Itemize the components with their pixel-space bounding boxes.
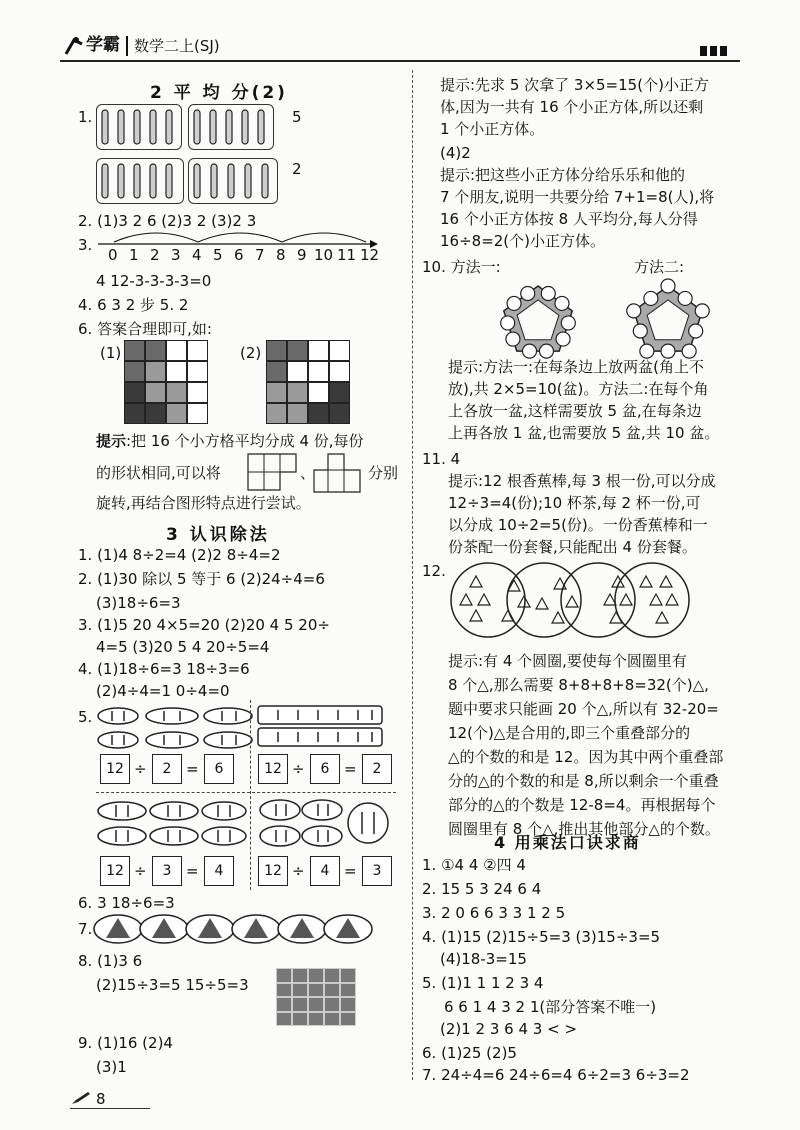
grid-cell: [287, 340, 308, 361]
flowerpot-circle: [506, 332, 520, 346]
flowerpot-circle: [661, 279, 675, 293]
grid-cell: [145, 403, 166, 424]
quotient-box: 6: [204, 754, 234, 784]
flowerpot-circle: [661, 344, 675, 358]
grid-cell: [266, 403, 287, 424]
stick: [134, 164, 140, 198]
hint-line: 题中要求只能画 20 个△,所以有 32-20=: [448, 700, 719, 718]
hint-line: 上再各放 1 盆,也需要放 5 盆,共 10 盆。: [448, 424, 720, 442]
section-title-4: 4 用乘法口诀求商: [494, 833, 641, 852]
grid-cell: [166, 361, 187, 382]
q10-method2: 方法二:: [634, 258, 685, 276]
stick: [150, 164, 156, 198]
equals-sign: =: [344, 760, 357, 778]
divisor-box: 3: [152, 856, 182, 886]
flowerpot-circle: [678, 291, 692, 305]
grid-cell: [266, 382, 287, 403]
q6-shape-b: [312, 452, 362, 496]
tick-label: 10: [314, 246, 334, 264]
hint-line: 16 个小正方体按 8 人平均分,每人分得: [440, 210, 698, 228]
s3-q2: 2. (1)30 除以 5 等于 6 (2)24÷4=6: [78, 570, 325, 588]
hint-line: 8 个△,那么需要 8+8+8+8=32(个)△,: [448, 676, 709, 694]
hint-line: 部分的△的个数是 12-8=4。再根据每个: [448, 796, 716, 814]
q1-answer-b: 2: [292, 160, 302, 178]
grid-cell: [324, 1012, 340, 1027]
triangle: [566, 596, 578, 607]
stick: [166, 110, 172, 144]
grid-cell: [308, 983, 324, 998]
triangle: [470, 576, 482, 587]
divisor-box: 4: [310, 856, 340, 886]
stick: [228, 164, 234, 198]
grid-cell: [340, 968, 356, 983]
grid-cell: [124, 361, 145, 382]
tick-label: 1: [129, 246, 139, 264]
grid-cell: [145, 361, 166, 382]
triangle: [460, 594, 472, 605]
section-title-3: 3 认识除法: [166, 525, 270, 545]
s3-q9b: (3)1: [96, 1058, 127, 1076]
flowerpot-circle: [539, 344, 553, 358]
q6-hint-line2b: 分别: [368, 464, 399, 482]
section-title-2: 2 平 均 分(2): [150, 83, 288, 103]
grid-cell: [187, 361, 208, 382]
q3-tick-labels: [108, 246, 388, 264]
q5-divider-h: [96, 792, 396, 793]
grid-cell: [166, 382, 187, 403]
flowerpot-circle: [561, 316, 575, 330]
hint-line: 分的△的个数的和是 8,所以剩余一个重叠: [448, 772, 719, 790]
stick: [226, 110, 232, 144]
q2-answer: 2. (1)3 2 6 (2)3 2 (3)2 3: [78, 212, 257, 230]
q6-prompt: 6. 答案合理即可,如:: [78, 320, 212, 338]
s3-q6: 6. 3 18÷6=3: [78, 894, 175, 912]
grid-cell: [308, 1012, 324, 1027]
hint-line: 12(个)△是合用的,即三个重叠部分的: [448, 724, 691, 742]
q6-grid-1: [124, 340, 208, 424]
dividend-box: 12: [100, 856, 130, 886]
page-header: [60, 30, 740, 62]
hint-line: 提示:有 4 个圆圈,要使每个圆圈里有: [448, 652, 687, 670]
hint-line: 16÷8=2(个)小正方体。: [440, 232, 606, 250]
grid-cell: [324, 997, 340, 1012]
s4-q4b: (4)18-3=15: [440, 950, 527, 968]
grid-cell: [287, 382, 308, 403]
division-equation-3: [100, 856, 250, 888]
divide-sign: ÷: [134, 760, 147, 778]
s3-q4: 4. (1)18÷6=3 18÷3=6: [78, 660, 250, 678]
q5-divider-v: [250, 700, 251, 890]
divisor-box: 6: [310, 754, 340, 784]
quotient-box: 4: [204, 856, 234, 886]
triangle: [604, 594, 616, 605]
triangle: [620, 594, 632, 605]
triangle: [656, 612, 668, 623]
grid-cell: [287, 403, 308, 424]
q12-number: 12.: [422, 562, 446, 580]
grid-cell: [324, 968, 340, 983]
hint-line: 7 个朋友,说明一共要分给 7+1=8(人),将: [440, 188, 715, 206]
quotient-box: 3: [362, 856, 392, 886]
grid-cell: [166, 340, 187, 361]
q3-equation: 4 12-3-3-3-3=0: [96, 272, 212, 290]
flowerpot-circle: [644, 291, 658, 305]
flowerpot-circle: [555, 296, 569, 310]
q10-method1: 10. 方法一:: [422, 258, 501, 276]
brand-logo-icon: [62, 34, 84, 58]
hint-line: 提示:把这些小正方体分给乐乐和他的: [440, 166, 686, 184]
stick: [102, 110, 108, 144]
brand-name: 学霸: [86, 35, 120, 55]
triangle: [536, 598, 548, 609]
hint-label: 提示: [96, 432, 127, 450]
s3-q4b: (2)4÷4=1 0÷4=0: [96, 682, 230, 700]
header-marks: [700, 46, 732, 56]
grid-cell: [329, 382, 350, 403]
q6-hint-line2: 的形状相同,可以将: [96, 464, 221, 482]
flowerpot-circle: [521, 286, 535, 300]
grid-cell: [276, 968, 292, 983]
stick: [134, 110, 140, 144]
grid-cell: [308, 382, 329, 403]
q5-groups-3: [96, 800, 246, 850]
dividend-box: 12: [258, 856, 288, 886]
quotient-box: 2: [362, 754, 392, 784]
divisor-box: 2: [152, 754, 182, 784]
q1-sticks: [96, 104, 296, 214]
division-equation-4: [258, 856, 408, 888]
grid-cell: [340, 1012, 356, 1027]
triangle: [478, 594, 490, 605]
grid-cell: [340, 983, 356, 998]
s4-q3: 3. 2 0 6 6 3 3 1 2 5: [422, 904, 566, 922]
hint-line: 份茶配一份套餐,只能配出 4 份套餐。: [448, 538, 697, 556]
tick-label: 8: [276, 246, 286, 264]
q6-grid-2: [266, 340, 350, 424]
grid-cell: [329, 361, 350, 382]
stick: [118, 110, 124, 144]
grid-cell: [276, 1012, 292, 1027]
q10-pentagon-1: [490, 276, 586, 366]
flowerpot-circle: [689, 324, 703, 338]
q5-groups-2: [96, 706, 256, 752]
header-divider: [126, 36, 128, 56]
s3-q3: 3. (1)5 20 4×5=20 (2)20 4 5 20÷: [78, 616, 330, 634]
flowerpot-circle: [523, 344, 537, 358]
q10-pentagon-2: [620, 276, 716, 366]
hint-line: 提示:12 根香蕉棒,每 3 根一份,可以分成: [448, 472, 716, 490]
hint-line: 以分成 10÷2=5(份)。一份香蕉棒和一: [448, 516, 708, 534]
q12-overlapping-circles: [448, 560, 678, 644]
stick: [194, 164, 200, 198]
s3-q3b: 4=5 (3)20 5 4 20÷5=4: [96, 638, 270, 656]
stick: [211, 164, 217, 198]
flowerpot-circle: [695, 304, 709, 318]
page-number: 8: [96, 1090, 106, 1108]
right-column: [422, 74, 730, 1084]
flowerpot-circle: [640, 344, 654, 358]
grid-cell: [266, 340, 287, 361]
flowerpot-circle: [682, 344, 696, 358]
s4-q5c: (2)1 2 3 6 4 3 < >: [440, 1020, 578, 1038]
stick: [150, 110, 156, 144]
hint-line: 体,因为一共有 16 个小正方体,所以还剩: [440, 98, 704, 116]
q5-groups-6: [258, 704, 388, 750]
equals-sign: =: [186, 760, 199, 778]
grid-cell: [329, 340, 350, 361]
q6-hint-line3: 旋转,再结合图形特点进行尝试。: [96, 494, 311, 512]
q7-triangle-groups: [96, 912, 386, 946]
tick-label: 7: [255, 246, 265, 264]
dividend-box: 12: [100, 754, 130, 784]
grid-cell: [308, 403, 329, 424]
tick-label: 0: [108, 246, 118, 264]
grid-cell: [145, 340, 166, 361]
stick: [194, 110, 200, 144]
dividend-box: 12: [258, 754, 288, 784]
grid-cell: [340, 997, 356, 1012]
s4-q5b: 6 6 1 4 3 2 1(部分答案不唯一): [444, 998, 657, 1016]
s3-q5-number: 5.: [78, 708, 93, 726]
grid-cell: [266, 361, 287, 382]
s4-q1: 1. ①4 4 ②四 4: [422, 856, 526, 874]
triangle: [666, 594, 678, 605]
hint-line: 提示:先求 5 次拿了 3×5=15(个)小正方: [440, 76, 709, 94]
grid-cell: [292, 968, 308, 983]
grid-cell: [187, 403, 208, 424]
hint-line: 1 个小正方体。: [440, 120, 545, 138]
subject-label: 数学二上(SJ): [134, 37, 220, 55]
q5-groups-4: [256, 798, 392, 854]
grid-cell: [124, 340, 145, 361]
stick: [102, 164, 108, 198]
footer-rule: [70, 1108, 150, 1109]
triangle: [640, 576, 652, 587]
s3-q7-number: 7.: [78, 920, 93, 938]
tick-label: 9: [297, 246, 307, 264]
grid-cell: [287, 361, 308, 382]
s4-q7: 7. 24÷4=6 24÷6=4 6÷2=3 6÷3=2: [422, 1066, 690, 1084]
hint-line: 提示:方法一:在每条边上放两盆(角上不: [448, 358, 704, 376]
grid-cell: [308, 968, 324, 983]
flowerpot-circle: [627, 304, 641, 318]
header-rule: [60, 60, 740, 62]
grid-cell: [324, 983, 340, 998]
q6-hint-line1: :把 16 个小方格平均分成 4 份,每份: [126, 432, 364, 450]
s4-q2: 2. 15 5 3 24 6 4: [422, 880, 542, 898]
q6-label-2: (2): [240, 344, 262, 362]
grid-cell: [308, 340, 329, 361]
s4-q6: 6. (1)25 (2)5: [422, 1044, 517, 1062]
hint-line: 放),共 2×5=10(盆)。方法二:在每个角: [448, 380, 709, 398]
s3-q1: 1. (1)4 8÷2=4 (2)2 8÷4=2: [78, 546, 281, 564]
tick-label: 5: [213, 246, 223, 264]
flowerpot-circle: [633, 324, 647, 338]
hint-line: 12÷3=4(份);10 杯茶,每 2 杯一份,可: [448, 494, 701, 512]
grid-cell: [292, 997, 308, 1012]
divide-sign: ÷: [292, 862, 305, 880]
q8-grid: [276, 968, 356, 1026]
grid-cell: [187, 382, 208, 403]
tick-label: 2: [150, 246, 160, 264]
triangle: [470, 610, 482, 621]
triangle: [660, 576, 672, 587]
column-divider: [412, 70, 413, 1080]
grid-cell: [276, 983, 292, 998]
grid-cell: [145, 382, 166, 403]
stick: [166, 164, 172, 198]
q6-label-1: (1): [100, 344, 122, 362]
s3-q8b: (2)15÷3=5 15÷5=3: [96, 976, 249, 994]
tick-label: 12: [360, 246, 380, 264]
q6-shape-a: [246, 452, 306, 492]
grid-cell: [308, 361, 329, 382]
hint-line: 圆圈里有 8 个△,推出其他部分△的个数。: [448, 820, 720, 838]
equals-sign: =: [344, 862, 357, 880]
hint-line: 上各放一盆,这样需要放 5 盆,在每条边: [448, 402, 702, 420]
hint-line: △的个数的和是 12。因为其中两个重叠部: [448, 748, 724, 766]
q1-answer-a: 5: [292, 108, 302, 126]
triangle: [552, 612, 564, 623]
stick: [245, 164, 251, 198]
grid-cell: [308, 997, 324, 1012]
grid-cell: [124, 403, 145, 424]
tick-label: 6: [234, 246, 244, 264]
divide-sign: ÷: [292, 760, 305, 778]
hint-separator: 、: [300, 464, 316, 482]
s4-q5: 5. (1)1 1 1 2 3 4: [422, 974, 544, 992]
q11-answer: 11. 4: [422, 450, 461, 468]
stick: [262, 164, 268, 198]
stick: [118, 164, 124, 198]
equals-sign: =: [186, 862, 199, 880]
grid-cell: [166, 403, 187, 424]
grid-cell: [329, 403, 350, 424]
s4-q4: 4. (1)15 (2)15÷5=3 (3)15÷3=5: [422, 928, 661, 946]
divide-sign: ÷: [134, 862, 147, 880]
stick: [210, 110, 216, 144]
q1-number: 1.: [78, 108, 93, 126]
flowerpot-circle: [556, 332, 570, 346]
tick-label: 4: [192, 246, 202, 264]
s3-q2b: (3)18÷6=3: [96, 594, 181, 612]
tick-label: 11: [337, 246, 357, 264]
stick: [242, 110, 248, 144]
triangle: [650, 594, 662, 605]
q3-number: 3.: [78, 236, 93, 254]
s3-q9: 9. (1)16 (2)4: [78, 1034, 173, 1052]
grid-cell: [276, 997, 292, 1012]
s3-q8: 8. (1)3 6: [78, 952, 143, 970]
flowerpot-circle: [501, 316, 515, 330]
division-equation-1: [100, 754, 250, 786]
grid-cell: [187, 340, 208, 361]
flowerpot-circle: [507, 296, 521, 310]
tick-label: 3: [171, 246, 181, 264]
grid-cell: [124, 382, 145, 403]
division-equation-2: [258, 754, 408, 786]
flowerpot-circle: [541, 286, 555, 300]
stick: [258, 110, 264, 144]
pencil-icon: [70, 1090, 92, 1106]
answer-line: (4)2: [440, 144, 471, 162]
q4-answer: 4. 6 3 2 步 5. 2: [78, 296, 189, 314]
grid-cell: [292, 983, 308, 998]
grid-cell: [292, 1012, 308, 1027]
